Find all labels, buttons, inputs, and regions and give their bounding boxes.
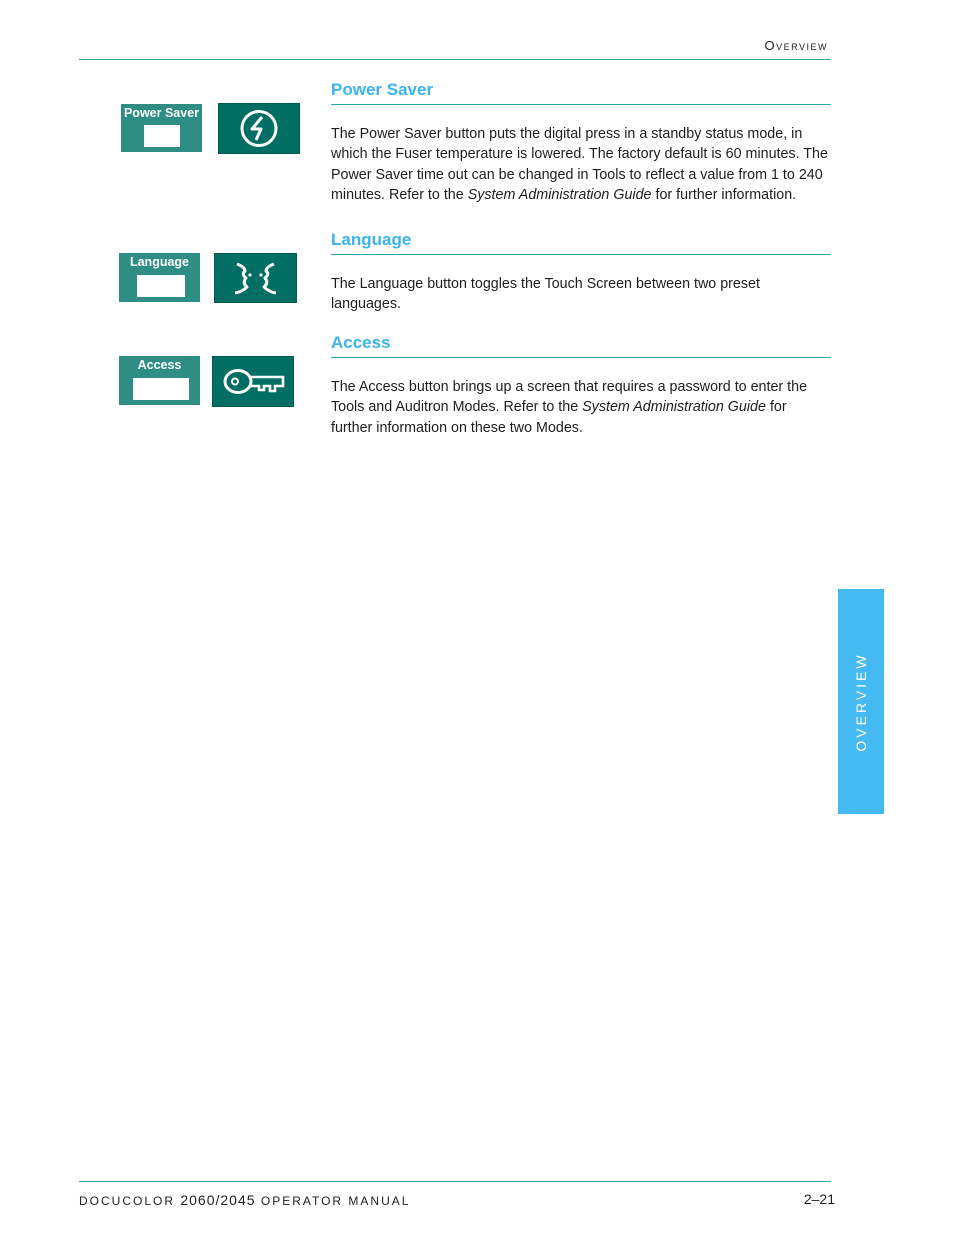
section-body-power-saver: The Power Saver button puts the digital press in a standby status mode, in which the Fuser temperature is lowered. The factory default is 60 minutes. The Power Saver time out can be changed in Tools to reflect a value from 1 to 240 minutes. Refer to the System Administration Guide for further information. (331, 126, 828, 203)
section-rule (331, 357, 831, 358)
header-rule (79, 59, 831, 60)
power-saver-label-button (121, 104, 202, 152)
header-title: Overview (764, 38, 828, 53)
language-button-label: Language (129, 255, 190, 269)
language-label-slot (137, 275, 185, 297)
section-title-power-saver: Power Saver (331, 80, 434, 99)
footer-brand: DOCUCOLOR (79, 1194, 181, 1208)
power-saver-label-slot (144, 125, 180, 147)
section-access (331, 332, 831, 438)
section-rule (331, 254, 831, 255)
doc-reference: System Administration Guide (467, 186, 652, 203)
power-saver-icon (219, 104, 299, 153)
section-language (331, 229, 831, 315)
power-saver-icon-button (218, 103, 300, 154)
access-button-label: Access (137, 358, 182, 372)
language-icon-button (214, 253, 297, 303)
footer-rule (79, 1181, 831, 1182)
section-body-access: The Access button brings up a screen that requires a password to enter the Tools and Auditron Modes. Refer to the System Administration Guide for further information on these two Modes. (331, 379, 808, 436)
section-title-language: Language (331, 230, 412, 249)
page-number: 2–21 (803, 1191, 835, 1207)
chapter-side-tab (838, 589, 884, 814)
footer-manual: OPERATOR MANUAL (255, 1194, 411, 1208)
side-tab-label: OVERVIEW (853, 651, 869, 752)
section-power-saver (331, 79, 831, 205)
section-rule (331, 104, 831, 105)
access-icon-button (212, 356, 294, 407)
footer-model: 2060/2045 (180, 1192, 256, 1208)
access-label-button (119, 356, 200, 405)
language-faces-icon (215, 254, 296, 302)
section-title-access: Access (331, 333, 391, 352)
doc-reference: System Administration Guide (582, 399, 766, 416)
power-saver-button-label: Power Saver (123, 106, 200, 120)
access-label-slot (133, 378, 189, 400)
key-icon (213, 357, 293, 406)
section-body-language: The Language button toggles the Touch Screen between two preset languages. (331, 276, 760, 313)
language-label-button (119, 253, 200, 302)
footer-manual-title (79, 1192, 410, 1208)
